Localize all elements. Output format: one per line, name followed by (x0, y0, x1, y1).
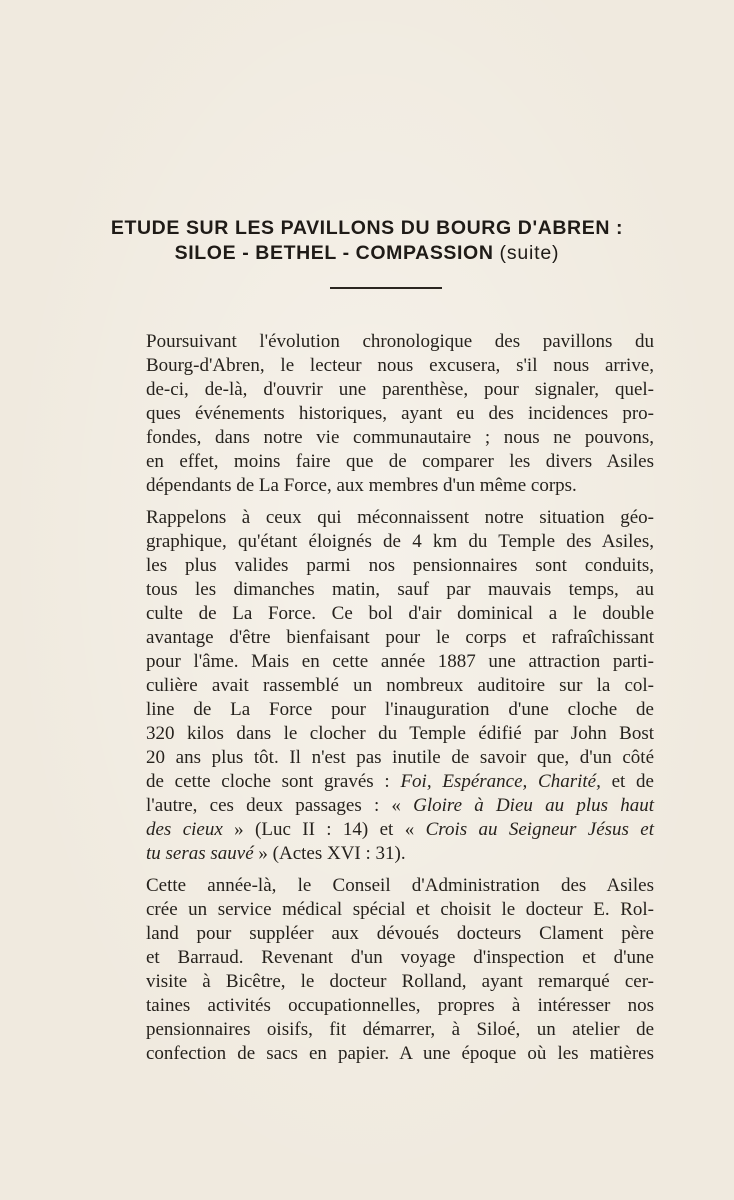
article-body (146, 330, 654, 1074)
text-line: crée un service médical spécial et choisit le docteur E. Rol- (146, 899, 654, 920)
italic-quote: tu seras sauvé (146, 843, 254, 864)
text-span: » (Actes XVI : 31). (253, 843, 406, 864)
text-line: pour l'âme. Mais en cette année 1887 une attraction parti- (146, 651, 654, 672)
italic-quote: Gloire à Dieu au plus haut (413, 795, 654, 816)
text-line: Cette année-là, le Conseil d'Administration des Asiles (146, 875, 654, 896)
text-line: Bourg-d'Abren, le lecteur nous excusera, s'il nous arrive, (146, 355, 654, 376)
italic-quote: Crois au Seigneur Jésus et (425, 819, 654, 840)
title-divider (330, 287, 442, 289)
text-line: de-ci, de-là, d'ouvrir une parenthèse, pour signaler, quel- (146, 379, 654, 400)
paragraph-2 (146, 506, 654, 866)
text-line: 320 kilos dans le clocher du Temple édifié par John Bost (146, 723, 654, 744)
text-line: line de La Force pour l'inauguration d'une cloche de (146, 699, 654, 720)
text-line: culte de La Force. Ce bol d'air dominical a le double (146, 603, 654, 624)
text-span: » (Luc II : 14) et « (222, 819, 426, 840)
text-line: dépendants de La Force, aux membres d'un même corps. (146, 475, 577, 496)
text-line: en effet, moins faire que de comparer les divers Asiles (146, 451, 654, 472)
italic-virtues: Foi, Espérance, Charité, (400, 771, 601, 792)
text-line: pensionnaires oisifs, fit démarrer, à Siloé, un atelier de (146, 1019, 654, 1040)
text-line: taines activités occupationnelles, propres à intéresser nos (146, 995, 654, 1016)
text-line: 20 ans plus tôt. Il n'est pas inutile de savoir que, d'un côté (146, 747, 654, 768)
text-line (146, 770, 654, 794)
text-line: les plus valides parmi nos pensionnaires sont conduits, (146, 555, 654, 576)
text-span: l'autre, ces deux passages : « (146, 795, 414, 816)
title-line-1: ETUDE SUR LES PAVILLONS DU BOURG D'ABREN : (110, 217, 624, 239)
text-line: confection de sacs en papier. A une époque où les matières (146, 1043, 654, 1064)
text-line: tous les dimanches matin, sauf par mauvais temps, au (146, 579, 654, 600)
title-line-2 (0, 241, 734, 266)
text-line: fondes, dans notre vie communautaire ; nous ne pouvons, (146, 427, 654, 448)
title-line-2-main: SILOE - BETHEL - COMPASSION (174, 242, 494, 264)
text-span: et de (600, 771, 654, 792)
article-title (0, 216, 734, 266)
italic-quote: des cieux (146, 819, 223, 840)
text-line: graphique, qu'étant éloignés de 4 km du Temple des Asiles, (146, 531, 654, 552)
text-line (146, 794, 654, 818)
text-line: culière avait rassemblé un nombreux auditoire sur la col- (146, 675, 654, 696)
title-suite: (suite) (499, 242, 560, 264)
text-line: Poursuivant l'évolution chronologique des pavillons du (146, 331, 654, 352)
text-line: visite à Bicêtre, le docteur Rolland, ayant remarqué cer- (146, 971, 654, 992)
text-line (146, 818, 654, 842)
paragraph-1 (146, 330, 654, 498)
text-line: et Barraud. Revenant d'un voyage d'inspection et d'une (146, 947, 654, 968)
paragraph-3 (146, 874, 654, 1066)
text-span: de cette cloche sont gravés : (146, 771, 401, 792)
text-line (146, 842, 654, 866)
text-line: land pour suppléer aux dévoués docteurs Clament père (146, 923, 654, 944)
text-line: avantage d'être bienfaisant pour le corps et rafraîchissant (146, 627, 654, 648)
text-line: ques événements historiques, ayant eu des incidences pro- (146, 403, 654, 424)
text-line: Rappelons à ceux qui méconnaissent notre situation géo- (146, 507, 654, 528)
